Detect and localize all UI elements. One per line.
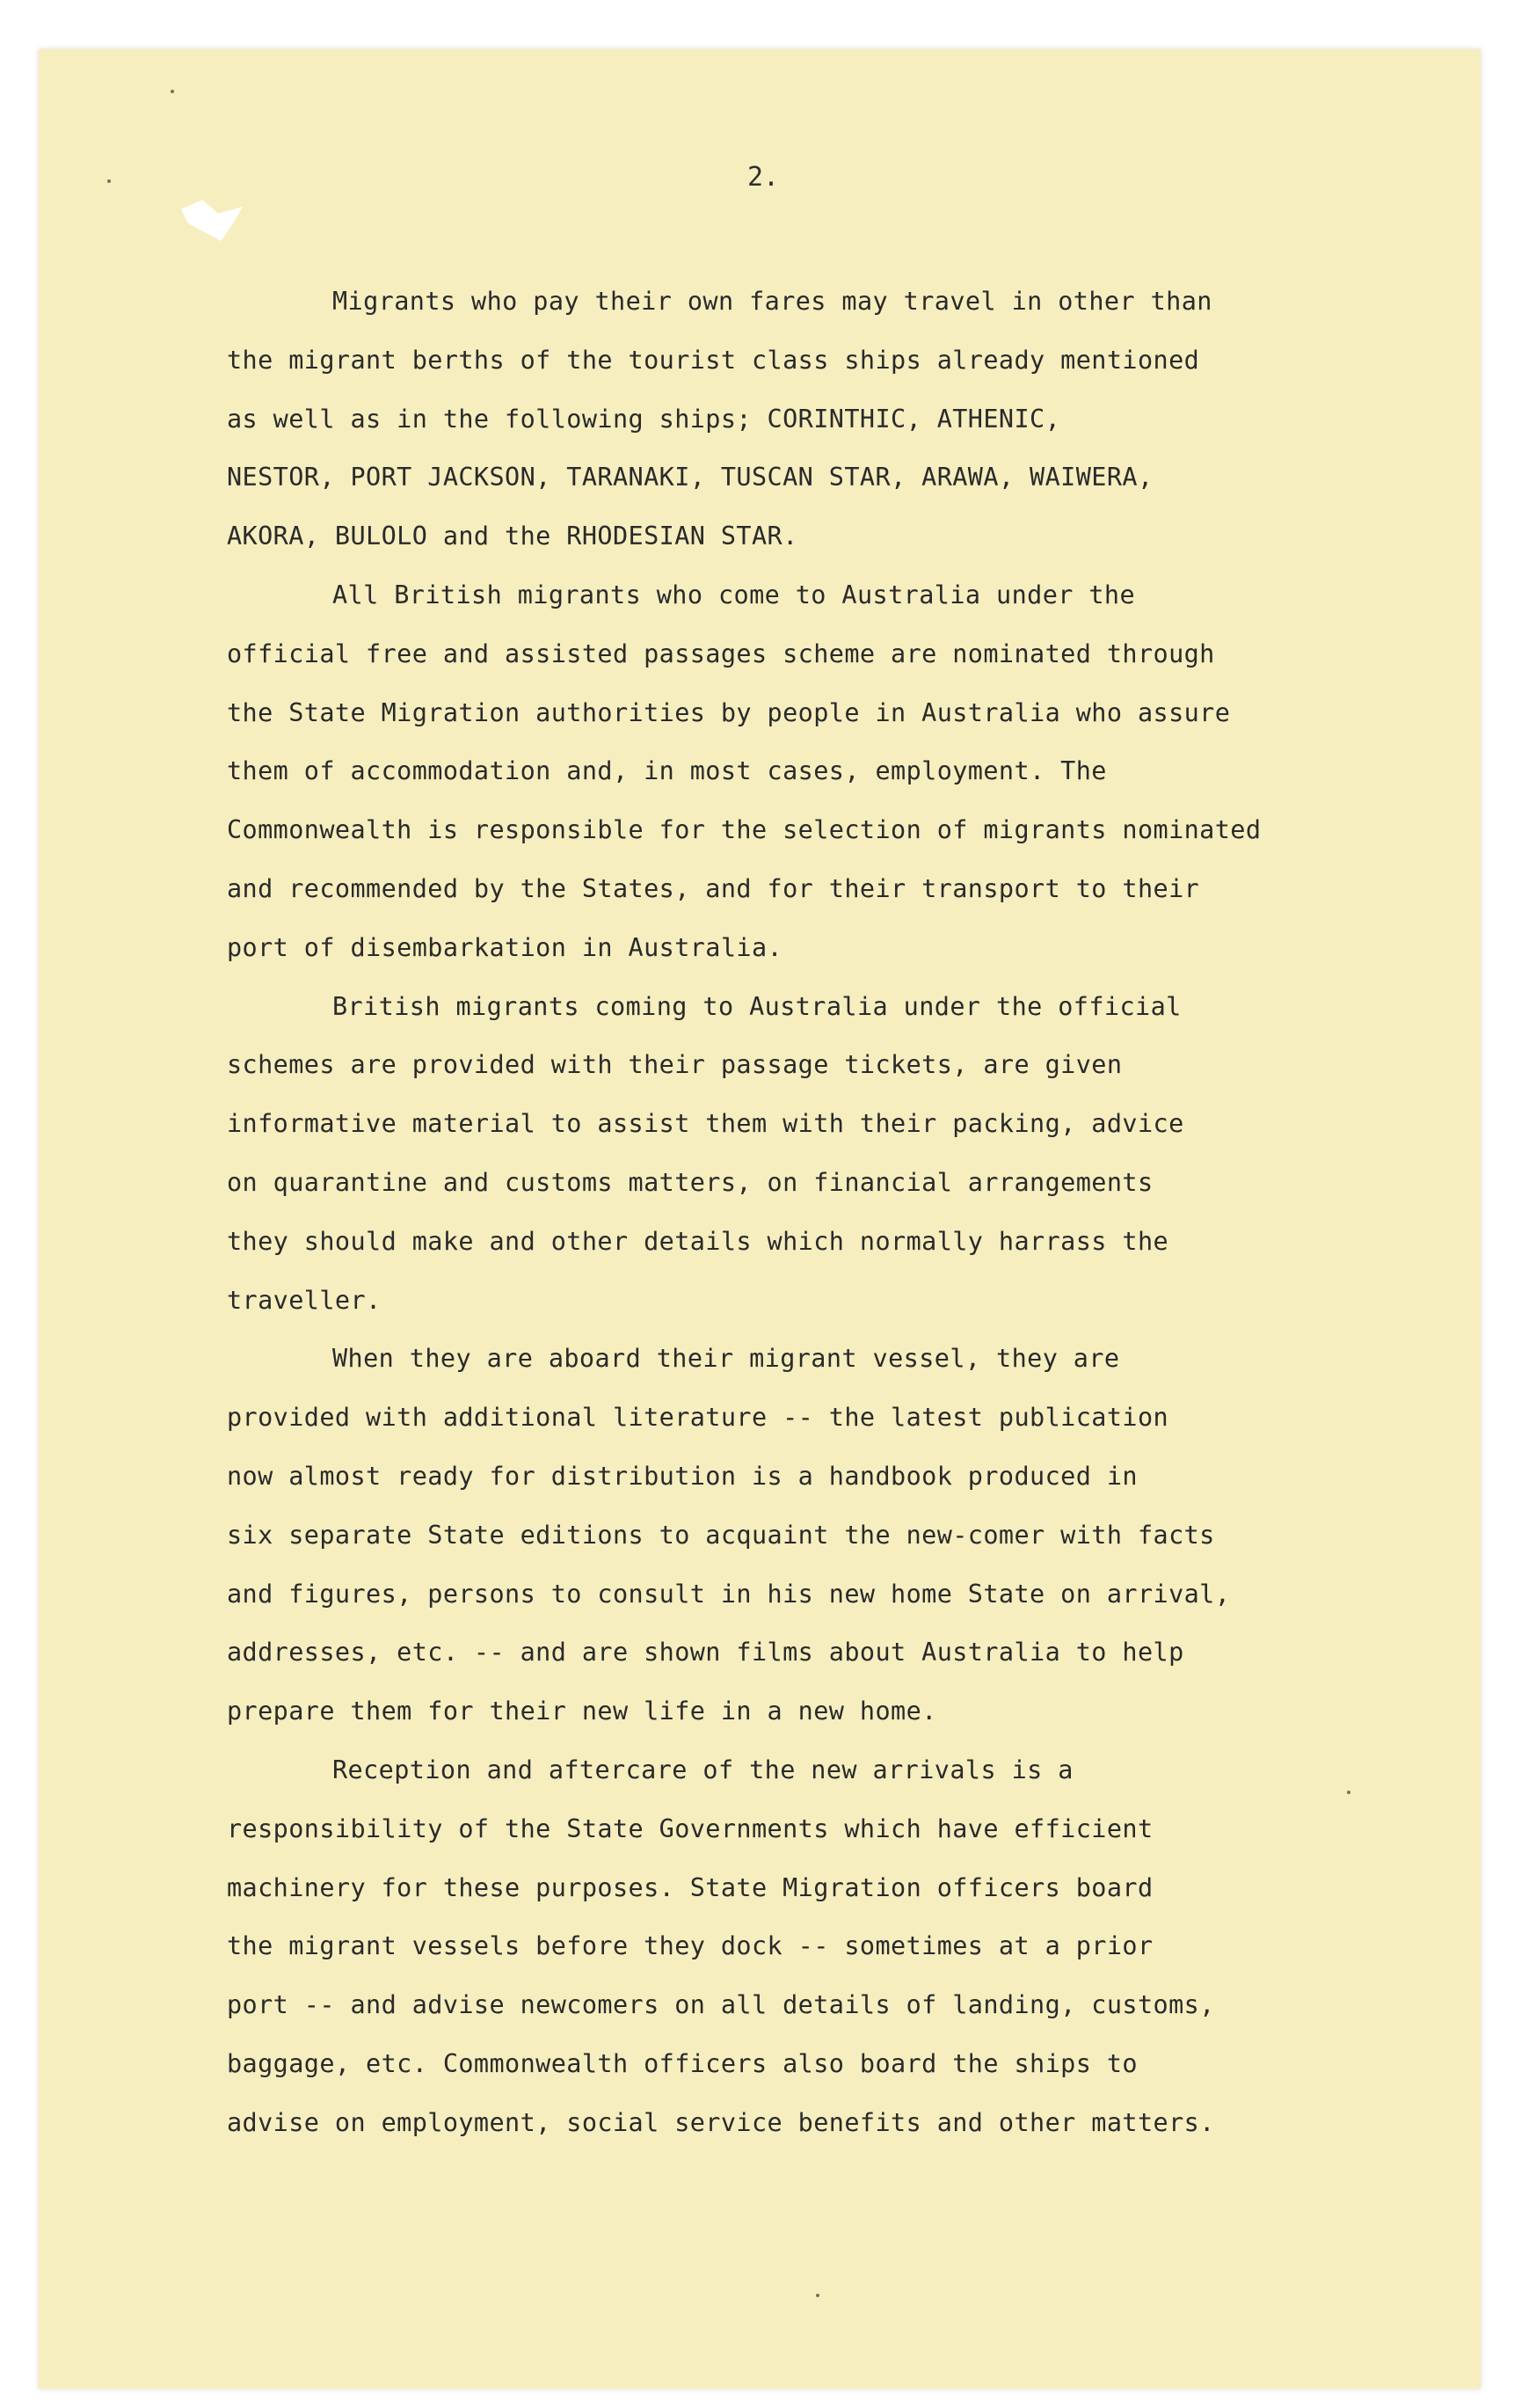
- text-line: the migrant vessels before they dock -- sometimes at a prior: [227, 1931, 1154, 1961]
- paper-speck: [816, 2294, 819, 2297]
- paragraph-3: [227, 978, 1475, 1331]
- text-line: AKORA, BULOLO and the RHODESIAN STAR.: [227, 522, 798, 551]
- text-line: on quarantine and customs matters, on financial arrangements: [227, 1167, 1154, 1197]
- text-line: they should make and other details which normally harrass the: [227, 1226, 1169, 1256]
- text-line: now almost ready for distribution is a handbook produced in: [227, 1461, 1138, 1491]
- paper-speck: [107, 179, 111, 183]
- text-line: informative material to assist them with their packing, advice: [227, 1109, 1184, 1139]
- text-line: official free and assisted passages scheme are nominated through: [227, 638, 1215, 668]
- text-line: port of disembarkation in Australia.: [227, 932, 783, 962]
- text-line: Migrants who pay their own fares may travel in other than: [332, 287, 1212, 316]
- text-line: machinery for these purposes. State Migration officers board: [227, 1872, 1154, 1902]
- text-line: Reception and aftercare of the new arrivals is a: [332, 1755, 1074, 1784]
- paragraph-2: [227, 566, 1475, 978]
- paper-speck: [171, 90, 174, 93]
- paragraph-5: [227, 1741, 1475, 2153]
- text-line: addresses, etc. -- and are shown films about Australia to help: [227, 1638, 1184, 1667]
- paragraph-4: [227, 1330, 1475, 1741]
- text-line: them of accommodation and, in most cases, employment. The: [227, 756, 1107, 786]
- text-line: Commonwealth is responsible for the selection of migrants nominated: [227, 815, 1262, 845]
- text-line: the State Migration authorities by people in Australia who assure: [227, 697, 1231, 727]
- page-number: 2.: [747, 162, 780, 193]
- body-text: [227, 273, 1475, 2153]
- text-line: the migrant berths of the tourist class ships already mentioned: [227, 345, 1200, 375]
- text-line: baggage, etc. Commonwealth officers also board the ships to: [227, 2048, 1138, 2078]
- text-line: When they are aboard their migrant vessel, they are: [332, 1344, 1120, 1374]
- text-line: traveller.: [227, 1285, 382, 1315]
- text-line: schemes are provided with their passage tickets, are given: [227, 1050, 1123, 1080]
- torn-corner: [181, 195, 243, 241]
- text-line: port -- and advise newcomers on all details of landing, customs,: [227, 1990, 1215, 2020]
- text-line: and figures, persons to consult in his new home State on arrival,: [227, 1579, 1231, 1609]
- text-line: prepare them for their new life in a new home.: [227, 1697, 937, 1726]
- text-line: provided with additional literature -- the latest publication: [227, 1403, 1169, 1433]
- text-line: as well as in the following ships; CORINTHIC, ATHENIC,: [227, 404, 1061, 434]
- text-line: All British migrants who come to Australia under the: [332, 580, 1136, 609]
- text-line: and recommended by the States, and for their transport to their: [227, 873, 1200, 903]
- text-line: advise on employment, social service benefits and other matters.: [227, 2107, 1215, 2137]
- text-line: responsibility of the State Governments which have efficient: [227, 1813, 1154, 1843]
- paragraph-1: [227, 273, 1475, 566]
- text-line: NESTOR, PORT JACKSON, TARANAKI, TUSCAN STAR, ARAWA, WAIWERA,: [227, 463, 1154, 493]
- text-line: British migrants coming to Australia under the official: [332, 991, 1182, 1021]
- text-line: six separate State editions to acquaint the new-comer with facts: [227, 1520, 1215, 1550]
